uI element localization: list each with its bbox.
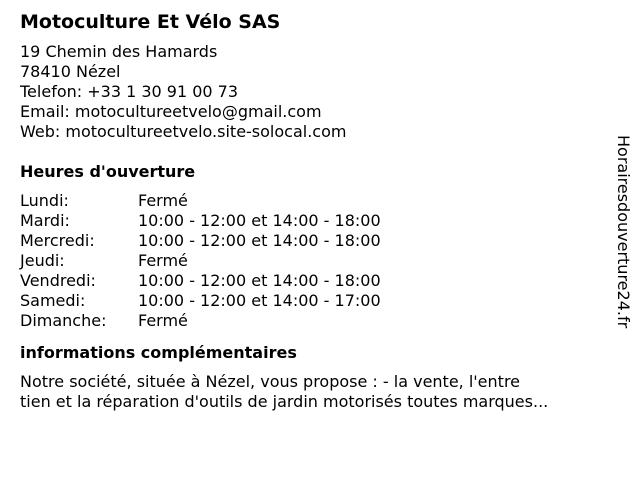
business-card xyxy=(20,10,610,412)
additional-info-text xyxy=(20,372,610,412)
hours-time: Fermé xyxy=(138,191,188,210)
hours-day: Lundi: xyxy=(20,191,69,210)
hours-day: Jeudi: xyxy=(20,251,65,270)
contact-block xyxy=(20,42,610,142)
hours-day: Mardi: xyxy=(20,211,70,230)
opening-hours-table xyxy=(20,191,610,331)
hours-row-tuesday xyxy=(20,211,610,231)
hours-day: Samedi: xyxy=(20,291,86,310)
hours-row-sunday xyxy=(20,311,610,331)
info-line-2: tien et la réparation d'outils de jardin motorisés toutes marques... xyxy=(20,392,549,411)
additional-info-heading: informations complémentaires xyxy=(20,343,297,362)
hours-time: 10:00 - 12:00 et 14:00 - 17:00 xyxy=(138,291,381,310)
hours-row-saturday xyxy=(20,291,610,311)
hours-time: Fermé xyxy=(138,251,188,270)
hours-day: Mercredi: xyxy=(20,231,95,250)
hours-row-wednesday xyxy=(20,231,610,251)
phone-line[interactable]: Telefon: +33 1 30 91 00 73 xyxy=(20,82,239,101)
city-postcode: 78410 Nézel xyxy=(20,62,121,81)
hours-day: Vendredi: xyxy=(20,271,96,290)
hours-time: Fermé xyxy=(138,311,188,330)
business-name: Motoculture Et Vélo SAS xyxy=(20,11,281,33)
hours-time: 10:00 - 12:00 et 14:00 - 18:00 xyxy=(138,211,381,230)
hours-time: 10:00 - 12:00 et 14:00 - 18:00 xyxy=(138,271,381,290)
hours-row-thursday xyxy=(20,251,610,271)
hours-row-monday xyxy=(20,191,610,211)
hours-row-friday xyxy=(20,271,610,291)
web-line[interactable]: Web: motocultureetvelo.site-solocal.com xyxy=(20,122,347,141)
hours-day: Dimanche: xyxy=(20,311,107,330)
opening-hours-heading: Heures d'ouverture xyxy=(20,162,196,181)
email-line[interactable]: Email: motocultureetvelo@gmail.com xyxy=(20,102,322,121)
hours-time: 10:00 - 12:00 et 14:00 - 18:00 xyxy=(138,231,381,250)
site-watermark: Horairesdouverture24.fr xyxy=(614,135,633,329)
street-address: 19 Chemin des Hamards xyxy=(20,42,218,61)
info-line-1: Notre société, située à Nézel, vous propose : - la vente, l'entre xyxy=(20,372,521,391)
